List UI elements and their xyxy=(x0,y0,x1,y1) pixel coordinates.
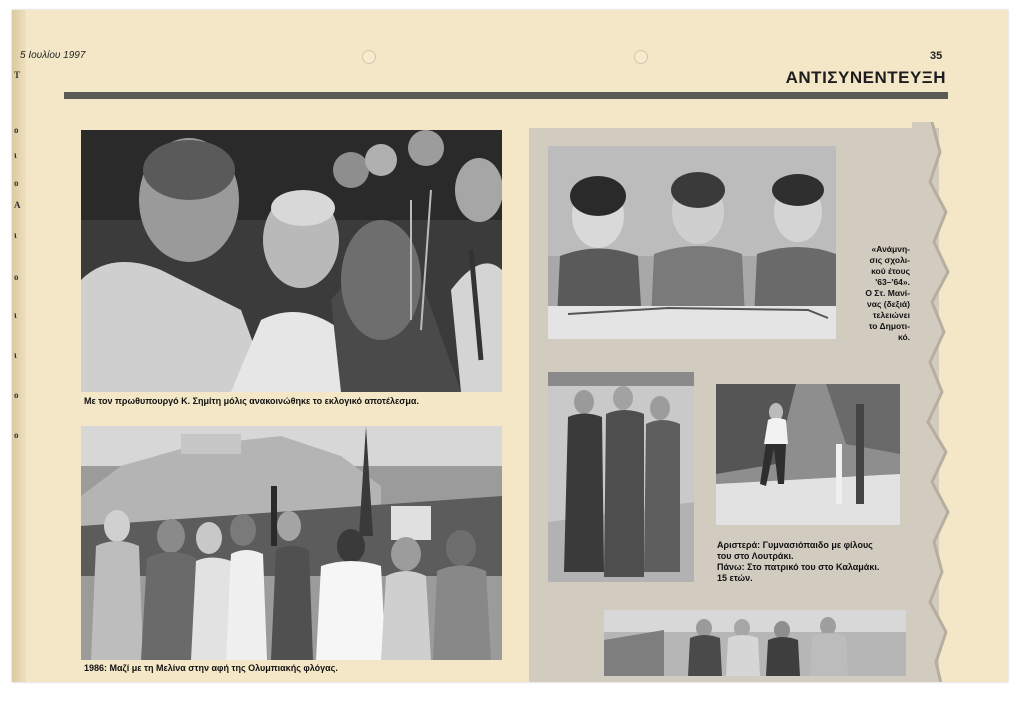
spine-letter: ο xyxy=(14,430,19,440)
photo-school-children-image xyxy=(548,146,836,339)
spine-letter: ο xyxy=(14,390,19,400)
spine-letter: ι xyxy=(14,230,17,240)
photo-loutraki-friends-image xyxy=(548,372,694,582)
page-number: 35 xyxy=(930,50,943,62)
photo-prime-minister-image xyxy=(81,130,502,392)
caption-olympic-flame: 1986: Μαζί με τη Μελίνα στην αφή της Ολυμπιακής φλόγας. xyxy=(84,663,338,673)
photo-school-children xyxy=(548,146,836,339)
caption-line: Αριστερά: Γυμνασιόπαιδο με φίλους xyxy=(717,540,873,550)
newspaper-page xyxy=(12,10,1008,682)
issue-date: 5 Ιουλίου 1997 xyxy=(20,50,86,61)
torn-paper-edge xyxy=(912,122,972,682)
previous-page-edge xyxy=(12,10,26,682)
spine-letter: Α xyxy=(14,200,21,210)
caption-line: σις σχολι- xyxy=(869,255,910,265)
caption-line: Πάνω: Στο πατρικό του στο Καλαμάκι. xyxy=(717,562,880,572)
spine-letter: ι xyxy=(14,150,17,160)
header-rule xyxy=(64,92,948,99)
caption-line: «Ανάμνη- xyxy=(871,244,910,254)
caption-school-children xyxy=(844,244,910,343)
photo-kalamaki-home-image xyxy=(716,384,900,525)
caption-line: 15 ετών. xyxy=(717,573,753,583)
punch-hole xyxy=(634,50,648,64)
photo-olympic-flame xyxy=(81,426,502,660)
spine-letter: ι xyxy=(14,350,17,360)
caption-line: κού έτους xyxy=(871,266,910,276)
caption-pair-photos xyxy=(717,540,917,584)
spine-letter: ο xyxy=(14,272,19,282)
caption-line: Ο Στ. Μανί- xyxy=(865,288,910,298)
caption-line: του στο Λουτράκι. xyxy=(717,551,794,561)
spine-letter: ι xyxy=(14,310,17,320)
photo-group-bottom xyxy=(604,610,906,676)
punch-hole xyxy=(362,50,376,64)
section-title: ΑΝΤΙΣΥΝΕΝΤΕΥΞΗ xyxy=(785,68,946,87)
spine-letter: ο xyxy=(14,178,19,188)
caption-line: το Δημοτι- xyxy=(868,321,910,331)
photo-prime-minister xyxy=(81,130,502,392)
photo-kalamaki-home xyxy=(716,384,900,525)
spine-letter: Τ xyxy=(14,70,21,80)
caption-line: '63–'64». xyxy=(875,277,910,287)
spine-letter: ο xyxy=(14,125,19,135)
caption-line: κό. xyxy=(897,332,910,342)
photo-group-bottom-image xyxy=(604,610,906,676)
caption-line: τελειώνει xyxy=(872,310,910,320)
photo-olympic-flame-image xyxy=(81,426,502,660)
photo-loutraki-friends xyxy=(548,372,694,582)
caption-line: νας (δεξιά) xyxy=(867,299,910,309)
caption-prime-minister: Με τον πρωθυπουργό Κ. Σημίτη μόλις ανακοινώθηκε το εκλογικό αποτέλεσμα. xyxy=(84,396,419,406)
